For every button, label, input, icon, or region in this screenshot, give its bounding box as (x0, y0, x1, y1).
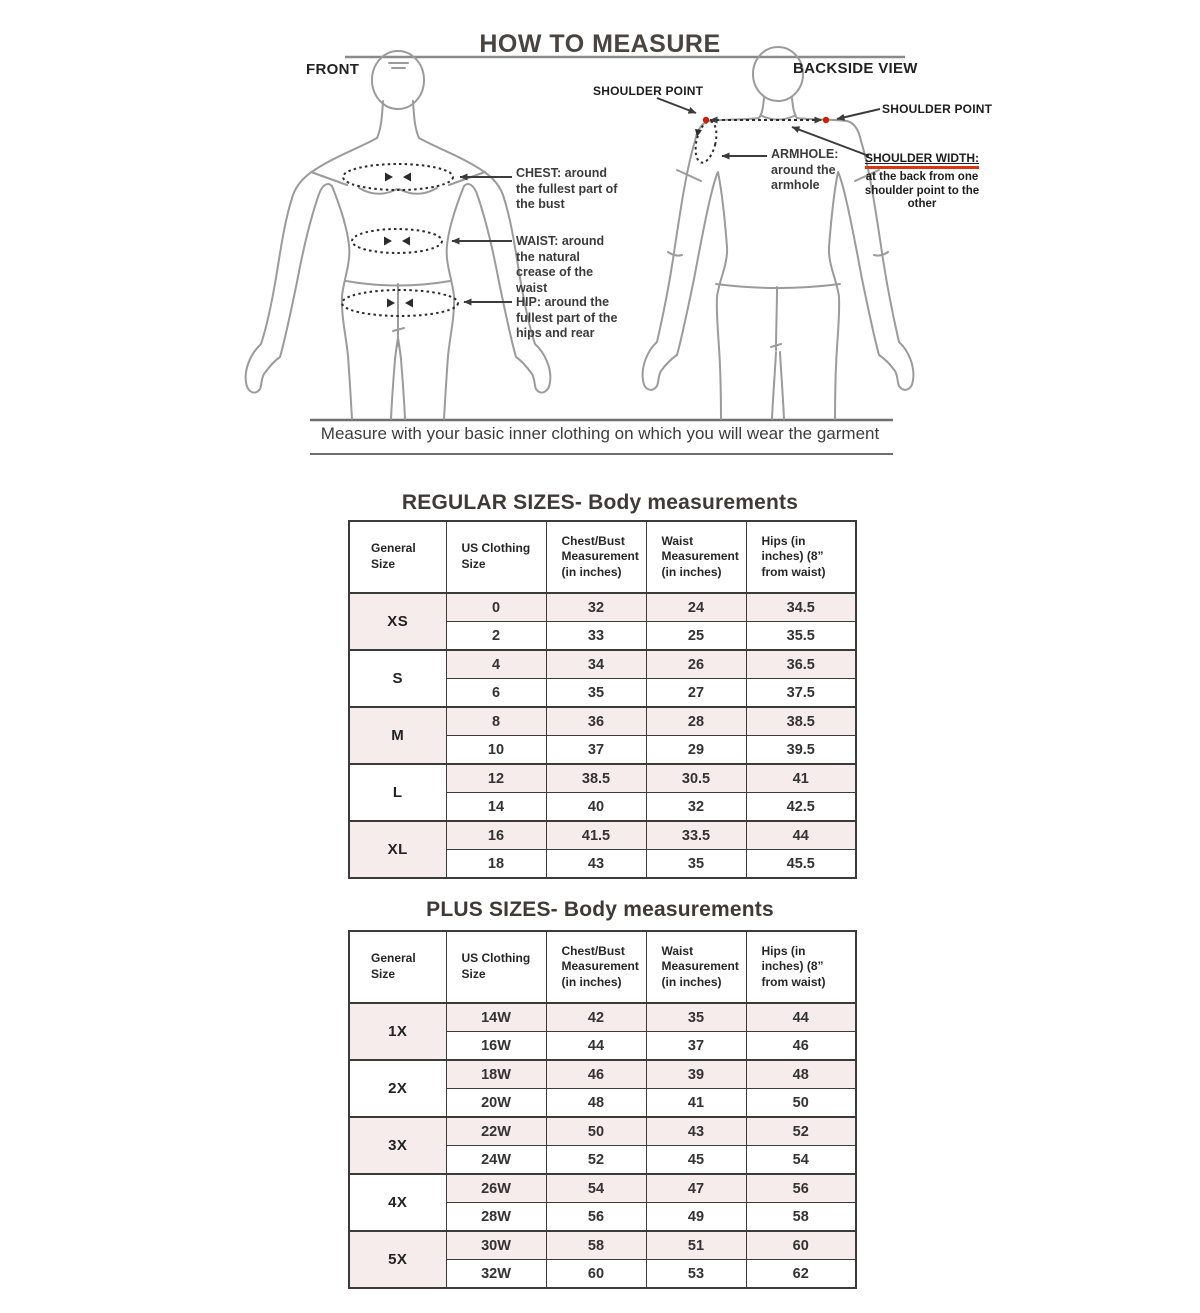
backside-view-label: BACKSIDE VIEW (793, 60, 918, 77)
col-header-chest: Chest/Bust Measurement (in inches) (546, 521, 646, 593)
hips-cell: 45.5 (746, 850, 856, 879)
chest-cell: 33 (546, 622, 646, 651)
waist-cell: 43 (646, 1117, 746, 1146)
table-row (349, 1117, 856, 1146)
us-size-cell: 18 (446, 850, 546, 879)
col-header-chest: Chest/Bust Measurement (in inches) (546, 931, 646, 1003)
hips-cell: 56 (746, 1174, 856, 1203)
waist-cell: 28 (646, 707, 746, 736)
waist-cell: 45 (646, 1146, 746, 1175)
chest-annotation: CHEST: around the fullest part of the bust (516, 166, 618, 211)
waist-cell: 35 (646, 1003, 746, 1032)
shoulder-point-dot-right (823, 117, 829, 123)
general-size-cell: 3X (349, 1117, 446, 1174)
chest-cell: 36 (546, 707, 646, 736)
hips-cell: 48 (746, 1060, 856, 1089)
chest-cell: 37 (546, 736, 646, 765)
us-size-cell: 6 (446, 679, 546, 708)
waist-cell: 33.5 (646, 821, 746, 850)
hips-cell: 52 (746, 1117, 856, 1146)
armhole-annotation: ARMHOLE: around the armhole (771, 147, 839, 192)
front-measure-marks (342, 164, 458, 316)
us-size-cell: 26W (446, 1174, 546, 1203)
col-header-us-size: US Clothing Size (446, 931, 546, 1003)
general-size-cell: 4X (349, 1174, 446, 1231)
us-size-cell: 16W (446, 1032, 546, 1061)
waist-cell: 25 (646, 622, 746, 651)
chest-cell: 52 (546, 1146, 646, 1175)
col-header-us-size: US Clothing Size (446, 521, 546, 593)
us-size-cell: 14 (446, 793, 546, 822)
us-size-cell: 20W (446, 1089, 546, 1118)
armhole-ellipse (692, 119, 720, 164)
waist-cell: 27 (646, 679, 746, 708)
waist-cell: 35 (646, 850, 746, 879)
waist-cell: 41 (646, 1089, 746, 1118)
general-size-cell: XL (349, 821, 446, 878)
col-header-waist: Waist Measurement (in inches) (646, 521, 746, 593)
chest-cell: 40 (546, 793, 646, 822)
hips-cell: 35.5 (746, 622, 856, 651)
us-size-cell: 12 (446, 764, 546, 793)
plus-sizes-title: PLUS SIZES- Body measurements (426, 898, 774, 921)
shoulder-point-dot-left (703, 117, 709, 123)
chest-cell: 48 (546, 1089, 646, 1118)
plus-sizes-table (348, 930, 857, 1289)
chest-cell: 42 (546, 1003, 646, 1032)
chest-cell: 38.5 (546, 764, 646, 793)
waist-cell: 51 (646, 1231, 746, 1260)
hips-cell: 42.5 (746, 793, 856, 822)
waist-annotation: WAIST: around the natural crease of the waist (516, 234, 605, 295)
chest-cell: 60 (546, 1260, 646, 1289)
waist-cell: 37 (646, 1032, 746, 1061)
table-row (349, 707, 856, 736)
us-size-cell: 18W (446, 1060, 546, 1089)
us-size-cell: 10 (446, 736, 546, 765)
table-row (349, 650, 856, 679)
col-header-waist: Waist Measurement (in inches) (646, 931, 746, 1003)
hips-cell: 44 (746, 821, 856, 850)
col-header-hips: Hips (in inches) (8” from waist) (746, 521, 856, 593)
chest-cell: 46 (546, 1060, 646, 1089)
front-view-label: FRONT (306, 61, 360, 78)
hips-cell: 39.5 (746, 736, 856, 765)
hips-cell: 58 (746, 1203, 856, 1232)
hips-cell: 62 (746, 1260, 856, 1289)
us-size-cell: 8 (446, 707, 546, 736)
us-size-cell: 0 (446, 593, 546, 622)
col-header-general-size: General Size (349, 931, 446, 1003)
table-row (349, 593, 856, 622)
header-row (349, 521, 856, 593)
shoulder-point-label-right: SHOULDER POINT (882, 102, 993, 116)
table-row (349, 764, 856, 793)
hips-cell: 50 (746, 1089, 856, 1118)
waist-cell: 39 (646, 1060, 746, 1089)
chest-ellipse (343, 164, 453, 190)
table-row (349, 1060, 856, 1089)
col-header-general-size: General Size (349, 521, 446, 593)
general-size-cell: L (349, 764, 446, 821)
waist-ellipse (352, 229, 442, 253)
hips-cell: 44 (746, 1003, 856, 1032)
chest-cell: 56 (546, 1203, 646, 1232)
hips-cell: 37.5 (746, 679, 856, 708)
table-row (349, 1231, 856, 1260)
us-size-cell: 2 (446, 622, 546, 651)
us-size-cell: 32W (446, 1260, 546, 1289)
waist-cell: 29 (646, 736, 746, 765)
col-header-hips: Hips (in inches) (8” from waist) (746, 931, 856, 1003)
chest-cell: 32 (546, 593, 646, 622)
regular-sizes-title: REGULAR SIZES- Body measurements (401, 491, 799, 514)
us-size-cell: 28W (446, 1203, 546, 1232)
back-figure (643, 47, 914, 419)
general-size-cell: 1X (349, 1003, 446, 1060)
chest-cell: 50 (546, 1117, 646, 1146)
measuring-instruction: Measure with your basic inner clothing on which you will wear the garment (320, 424, 880, 443)
shoulder-width-body: at the back from one shoulder point to the other (864, 171, 980, 211)
header-row (349, 931, 856, 1003)
waist-cell: 30.5 (646, 764, 746, 793)
general-size-cell: 5X (349, 1231, 446, 1288)
us-size-cell: 14W (446, 1003, 546, 1032)
hips-cell: 34.5 (746, 593, 856, 622)
page-title: HOW TO MEASURE (479, 30, 721, 58)
hips-cell: 41 (746, 764, 856, 793)
general-size-cell: XS (349, 593, 446, 650)
regular-sizes-table (348, 520, 857, 879)
hip-annotation: HIP: around the fullest part of the hips and rear (516, 295, 618, 340)
waist-cell: 49 (646, 1203, 746, 1232)
chest-cell: 58 (546, 1231, 646, 1260)
waist-cell: 24 (646, 593, 746, 622)
chest-cell: 35 (546, 679, 646, 708)
chest-cell: 44 (546, 1032, 646, 1061)
general-size-cell: M (349, 707, 446, 764)
hips-cell: 36.5 (746, 650, 856, 679)
hips-cell: 46 (746, 1032, 856, 1061)
chest-cell: 54 (546, 1174, 646, 1203)
us-size-cell: 16 (446, 821, 546, 850)
general-size-cell: S (349, 650, 446, 707)
chest-cell: 41.5 (546, 821, 646, 850)
shoulder-point-label-left: SHOULDER POINT (593, 84, 704, 98)
shoulder-width-title: SHOULDER WIDTH: (865, 151, 979, 169)
chest-cell: 43 (546, 850, 646, 879)
general-size-cell: 2X (349, 1060, 446, 1117)
us-size-cell: 24W (446, 1146, 546, 1175)
us-size-cell: 4 (446, 650, 546, 679)
shoulder-width-annotation (858, 149, 986, 212)
table-row (349, 821, 856, 850)
waist-cell: 26 (646, 650, 746, 679)
table-row (349, 1003, 856, 1032)
hips-cell: 60 (746, 1231, 856, 1260)
hips-cell: 38.5 (746, 707, 856, 736)
us-size-cell: 30W (446, 1231, 546, 1260)
waist-cell: 32 (646, 793, 746, 822)
table-row (349, 1174, 856, 1203)
hips-cell: 54 (746, 1146, 856, 1175)
chest-cell: 34 (546, 650, 646, 679)
hip-ellipse (342, 290, 458, 316)
waist-cell: 47 (646, 1174, 746, 1203)
front-figure (246, 51, 551, 419)
us-size-cell: 22W (446, 1117, 546, 1146)
waist-cell: 53 (646, 1260, 746, 1289)
